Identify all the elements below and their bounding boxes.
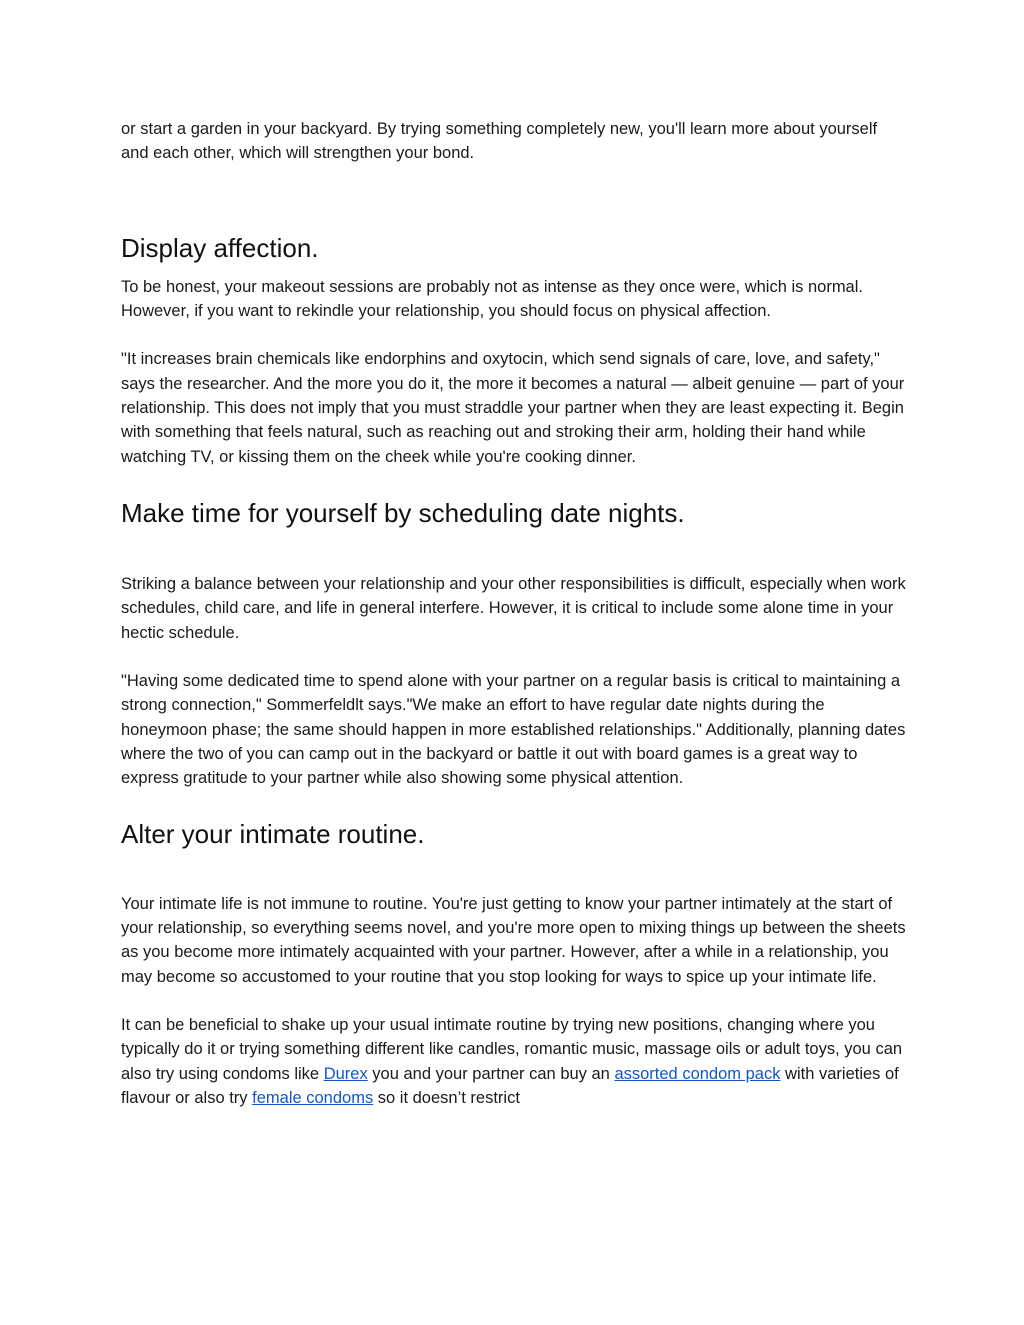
date-nights-paragraph-2: "Having some dedicated time to spend alone with your partner on a regular basis is critical to maintaining a strong connection," Sommerfeldlt says."We make an effort to have regular date nights during the honeymoon phase; the same should happen in more established relationships." Additionally, planning dates where the two of you can camp out in the backyard or battle it out with board games is a great way to express gratitude to your partner while also showing some physical attention. (121, 672, 906, 788)
durex-link[interactable]: Durex (323, 1064, 368, 1083)
intro-paragraph: or start a garden in your backyard. By trying something completely new, you'll learn more about yourself and each other, which will strengthen your bond. (121, 120, 878, 163)
affection-paragraph-1: To be honest, your makeout sessions are probably not as intense as they once were, which is normal. However, if you want to rekindle your relationship, you should focus on physical affection. (121, 277, 863, 320)
intimate-paragraph-2-text-1: It can be beneficial to shake up your usual intimate routine by trying new positions, changing where you typically do it or trying something different like candles, romantic music, massage oils or adult toys, you can also try using condoms like (121, 1016, 903, 1083)
assorted-condom-pack-link[interactable]: assorted condom pack (614, 1064, 781, 1083)
heading-display-affection: Display affection. (121, 232, 319, 263)
document-page (121, 117, 907, 1110)
intimate-paragraph-2-text-4: so it doesn’t restrict (373, 1089, 520, 1108)
intimate-paragraph-2 (121, 1013, 907, 1110)
heading-date-nights: Make time for yourself by scheduling date nights. (121, 497, 685, 528)
date-nights-paragraph-1: Striking a balance between your relationship and your other responsibilities is difficult, especially when work schedules, child care, and life in general interfere. However, it is critical to include some alone time in your hectic schedule. (121, 574, 906, 642)
affection-paragraph-2: "It increases brain chemicals like endorphins and oxytocin, which send signals of care, love, and safety," says the researcher. And the more you do it, the more it becomes a natural — albeit genuine — part of your relationship. This does not imply that you must straddle your partner when they are least expecting it. Begin with something that feels natural, such as reaching out and stroking their arm, holding their hand while watching TV, or kissing them on the cheek while you're cooking dinner. (121, 350, 905, 466)
female-condoms-link[interactable]: female condoms (252, 1089, 374, 1108)
intimate-paragraph-1: Your intimate life is not immune to routine. You're just getting to know your partner intimately at the start of your relationship, so everything seems novel, and you're more open to mixing things up between the sheets as you become more intimately acquainted with your partner. However, after a while in a relationship, you may become so accustomed to your routine that you stop looking for ways to spice up your intimate life. (121, 894, 906, 986)
intimate-paragraph-2-text-3: with varieties of flavour or also try (121, 1064, 899, 1108)
intimate-paragraph-2-text-2: you and your partner can buy an (367, 1064, 615, 1083)
heading-intimate-routine: Alter your intimate routine. (121, 818, 425, 849)
